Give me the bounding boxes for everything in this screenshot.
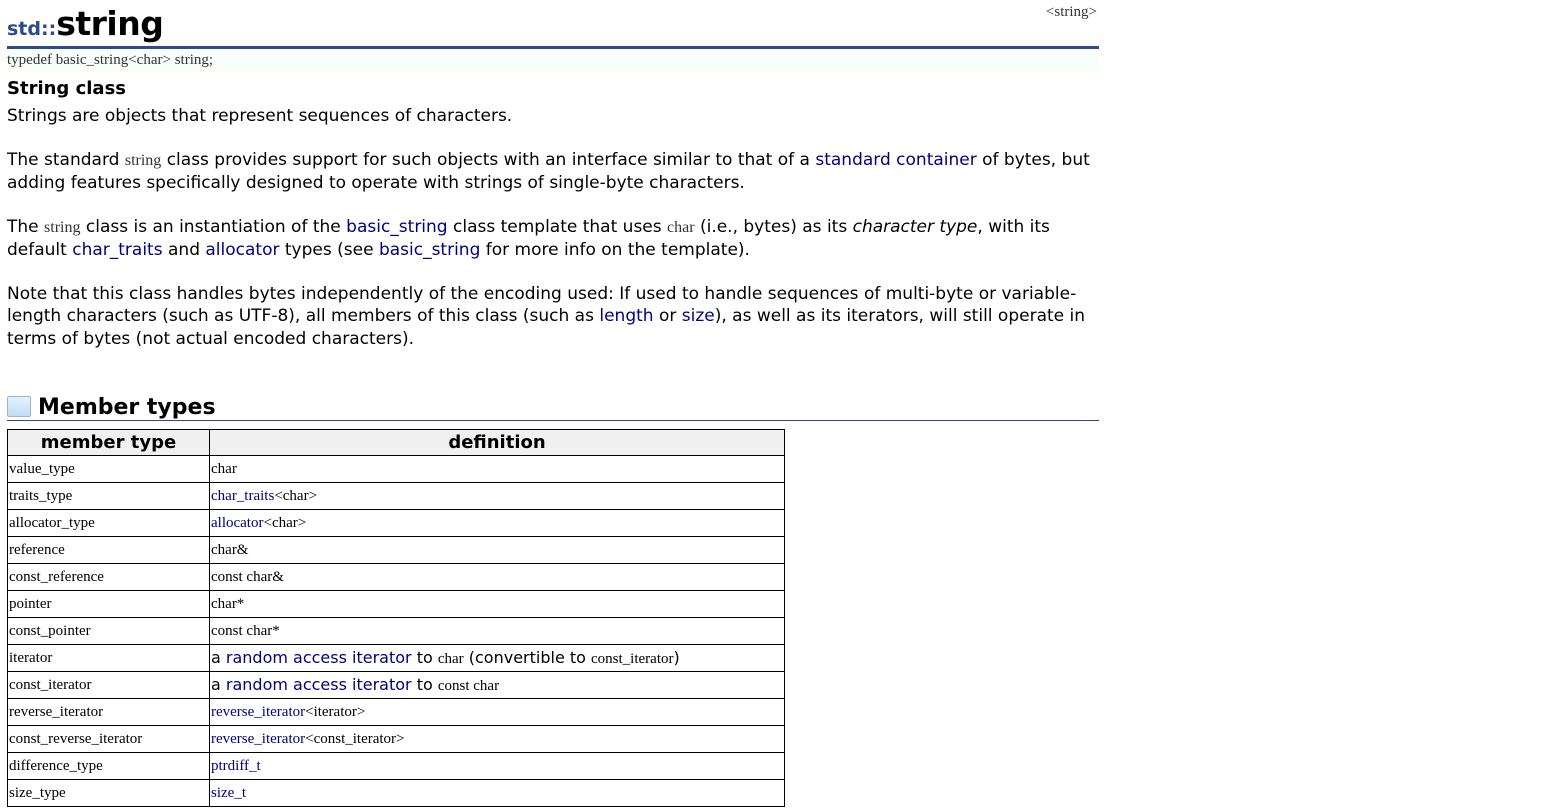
column-header-definition: definition xyxy=(210,430,785,456)
table-row xyxy=(8,726,785,753)
member-types-table xyxy=(7,429,785,807)
header-file-label: <string> xyxy=(1045,4,1097,20)
basic-string-link-2[interactable]: basic_string xyxy=(378,240,481,260)
class-subtitle: String class xyxy=(7,78,126,99)
table-row xyxy=(8,645,785,672)
reverse-iterator-link[interactable]: reverse_iterator xyxy=(211,703,306,720)
char-traits-link[interactable]: char_traits xyxy=(72,240,163,260)
length-link[interactable]: length xyxy=(599,306,654,326)
allocator-link[interactable]: allocator xyxy=(205,240,280,260)
table-row xyxy=(8,510,785,537)
inline-code: string xyxy=(124,151,162,169)
member-type-cell: allocator_type xyxy=(8,510,210,537)
size-link[interactable]: size xyxy=(681,306,715,326)
class-name: string xyxy=(56,4,164,43)
member-type-cell: const_iterator xyxy=(8,672,210,699)
random-access-iterator-link[interactable]: random access iterator xyxy=(225,675,412,694)
section-icon xyxy=(7,396,31,417)
definition-cell: char xyxy=(210,456,785,483)
definition-cell: allocator<char> xyxy=(210,510,785,537)
size-t-link[interactable]: size_t xyxy=(211,784,246,801)
definition-cell: a random access iterator to char (convertible to const_iterator) xyxy=(210,645,785,672)
intro-paragraph: Strings are objects that represent sequences of characters. xyxy=(7,106,513,126)
table-row xyxy=(8,699,785,726)
definition-cell xyxy=(210,753,785,780)
inline-code: char xyxy=(667,218,695,236)
typedef-prototype: typedef basic_string<char> string; xyxy=(7,49,1099,71)
table-header-row xyxy=(8,430,785,456)
table-row xyxy=(8,483,785,510)
definition-cell xyxy=(210,780,785,807)
table-row xyxy=(8,537,785,564)
definition-cell: a random access iterator to const char xyxy=(210,672,785,699)
member-type-cell: size_type xyxy=(8,780,210,807)
table-row xyxy=(8,672,785,699)
table-row xyxy=(8,564,785,591)
member-type-cell: const_reference xyxy=(8,564,210,591)
table-row xyxy=(8,618,785,645)
definition-cell: reverse_iterator<const_iterator> xyxy=(210,726,785,753)
definition-cell: reverse_iterator<iterator> xyxy=(210,699,785,726)
table-row xyxy=(8,753,785,780)
member-type-cell: iterator xyxy=(8,645,210,672)
member-type-cell: difference_type xyxy=(8,753,210,780)
table-row xyxy=(8,780,785,807)
description-paragraph-1: The standard string class provides support for such objects with an interface similar to that of a standard container of bytes, but adding features specifically designed to operate with strings of single-byte characters. xyxy=(7,149,1090,193)
namespace-label: std:: xyxy=(7,18,57,40)
column-header-member-type: member type xyxy=(8,430,210,456)
allocator-link[interactable]: allocator xyxy=(211,514,264,531)
page-title xyxy=(7,4,163,43)
section-title: Member types xyxy=(38,395,216,420)
member-type-cell: traits_type xyxy=(8,483,210,510)
definition-cell: char& xyxy=(210,537,785,564)
definition-cell: const char& xyxy=(210,564,785,591)
definition-cell: const char* xyxy=(210,618,785,645)
basic-string-link[interactable]: basic_string xyxy=(346,216,448,237)
ptrdiff-t-link[interactable]: ptrdiff_t xyxy=(211,757,261,774)
table-row xyxy=(8,591,785,618)
inline-code: string xyxy=(44,218,81,236)
definition-cell: char* xyxy=(210,591,785,618)
member-type-cell: pointer xyxy=(8,591,210,618)
member-type-cell: value_type xyxy=(8,456,210,483)
member-type-cell: const_reverse_iterator xyxy=(8,726,210,753)
member-type-cell: reference xyxy=(8,537,210,564)
description-paragraph-2: The string class is an instantiation of the basic_string class template that uses char (i.e., bytes) as its character type, with its default char_traits and allocator types (see basic_string for more info on the template). xyxy=(7,216,1050,260)
member-type-cell: reverse_iterator xyxy=(8,699,210,726)
encoding-note-paragraph: Note that this class handles bytes independently of the encoding used: If used to handle sequences of multi-byte or variable-length characters (such as UTF-8), all members of this class (such as length or size), as well as its iterators, will still operate in terms of bytes (not actual encoded characters). xyxy=(7,283,1086,349)
member-type-cell: const_pointer xyxy=(8,618,210,645)
table-row xyxy=(8,456,785,483)
random-access-iterator-link[interactable]: random access iterator xyxy=(225,648,412,667)
definition-cell: char_traits<char> xyxy=(210,483,785,510)
member-types-section-header xyxy=(7,394,1099,421)
char-traits-link[interactable]: char_traits xyxy=(211,487,275,504)
reference-page xyxy=(7,0,1099,801)
page-header xyxy=(7,0,1099,49)
standard-container-link[interactable]: standard container xyxy=(815,149,977,170)
reverse-iterator-link[interactable]: reverse_iterator xyxy=(211,730,306,747)
